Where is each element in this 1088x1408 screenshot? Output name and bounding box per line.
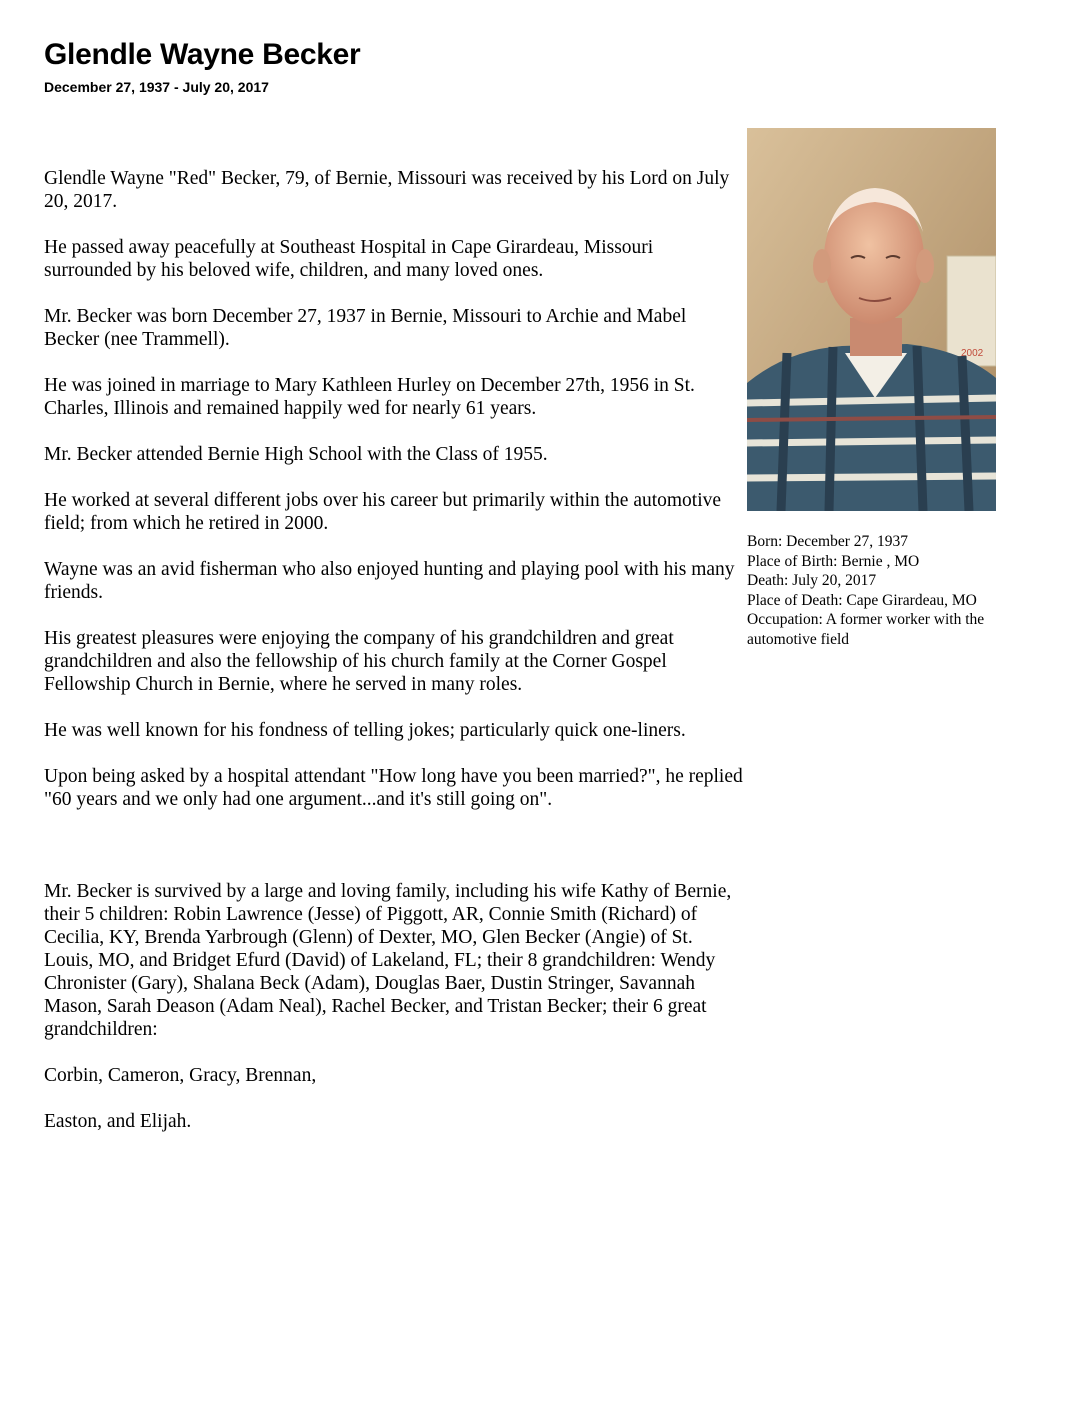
born-fact: Born: December 27, 1937	[747, 533, 908, 550]
obituary-paragraph: Easton, and Elijah.	[44, 1111, 192, 1132]
vital-facts	[747, 532, 1017, 649]
calendar-year: 2002	[961, 348, 984, 359]
life-dates: December 27, 1937 - July 20, 2017	[44, 79, 269, 95]
obituary-paragraph: Mr. Becker is survived by a large and loving family, including his wife Kathy of Bernie, their 5 children: Robin Lawrence (Jesse) of Piggott, AR, Connie Smith (Richard) of Cecilia, KY, Brenda Yarbrough (Glenn) of Dexter, MO, Glen Becker (Angie) of St. Louis, MO, and Bridget Efurd (David) of Lakeland, FL; their 8 grandchildren: Wendy Chronister (Gary), Shalana Beck (Adam), Douglas Baer, Dustin Stringer, Savannah Mason, Sarah Deason (Adam Neal), Rachel Becker, and Tristan Becker; their 6 great grandchildren:	[44, 881, 732, 1040]
occupation-fact: Occupation: A former worker with the automotive field	[747, 611, 985, 648]
place-of-death-fact: Place of Death: Cape Girardeau, MO	[747, 591, 977, 609]
place-of-birth-fact: Place of Birth: Bernie , MO	[747, 552, 920, 570]
obituary-paragraph: Mr. Becker attended Bernie High School with the Class of 1955.	[44, 444, 548, 465]
obituary-body	[44, 167, 744, 1156]
obituary-paragraph: He was well known for his fondness of telling jokes; particularly quick one-liners.	[44, 720, 686, 741]
death-fact: Death: July 20, 2017	[747, 572, 877, 589]
obituary-paragraph: Wayne was an avid fisherman who also enjoyed hunting and playing pool with his many friends.	[44, 559, 735, 603]
portrait-photo	[747, 128, 996, 511]
obituary-paragraph: Mr. Becker was born December 27, 1937 in Bernie, Missouri to Archie and Mabel Becker (nee Trammell).	[44, 306, 687, 350]
obituary-paragraph: Glendle Wayne "Red" Becker, 79, of Bernie, Missouri was received by his Lord on July 20, 2017.	[44, 168, 730, 212]
obituary-paragraph: Upon being asked by a hospital attendant "How long have you been married?", he replied "60 years and we only had one argument...and it's still going on".	[44, 766, 743, 810]
obituary-paragraph: He passed away peacefully at Southeast Hospital in Cape Girardeau, Missouri surrounded by his beloved wife, children, and many loved ones.	[44, 237, 654, 281]
obituary-paragraph: He worked at several different jobs over his career but primarily within the automotive field; from which he retired in 2000.	[44, 490, 722, 534]
page-title: Glendle Wayne Becker	[44, 38, 361, 71]
obituary-paragraph: He was joined in marriage to Mary Kathleen Hurley on December 27th, 1956 in St. Charles, Illinois and remained happily wed for nearly 61 years.	[44, 375, 695, 419]
obituary-paragraph: His greatest pleasures were enjoying the company of his grandchildren and great grandchildren and also the fellowship of his church family at the Corner Gospel Fellowship Church in Bernie, where he served in many roles.	[44, 628, 674, 695]
obituary-paragraph: Corbin, Cameron, Gracy, Brennan,	[44, 1065, 317, 1086]
